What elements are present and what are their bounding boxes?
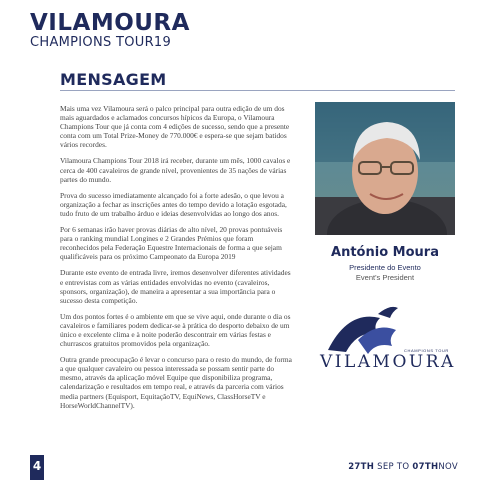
date-connector: SEP TO <box>374 462 413 472</box>
event-dates <box>348 462 458 472</box>
president-name: António Moura <box>331 245 439 260</box>
president-role-pt: Presidente do Evento <box>349 263 421 272</box>
date-month: NOV <box>438 462 458 472</box>
logo-small-text: CHAMPIONS TOUR <box>404 348 449 353</box>
paragraph: Vilamoura Champions Tour 2018 irá receber, durante um mês, 1000 cavalos e cerca de 400 cavaleiros de grande nível, provenientes de 35 nações de várias partes do mundo. <box>60 156 291 184</box>
paragraph: Prova do sucesso imediatamente alcançado foi a forte adesão, o que levou a organização a fechar as inscrições antes do tempo devido a lotação esgotada, tudo fruto de um trabalho árduo e ideias desenvolvidas ao longo dos anos. <box>60 190 287 218</box>
logo-wordmark: VILAMOURA <box>320 352 456 372</box>
paragraph: Por 6 semanas irão haver provas diárias de alto nível, 20 provas pontuáveis para o ranking mundial Longines e 2 Grandes Prémios que foram reconhecidos pela Federação Equestre Internacionais de forma a que sejam qualificáveis para os próximo Campeonato da Europa 2019 <box>60 225 283 262</box>
paragraph: Um dos pontos fortes é o ambiente em que se vive aqui, onde durante o dia os cavaleiros e familiares podem dedicar-se à prática do desporto debaixo de um único e excelente clima e à noite poderão descontrair em várias festas e churrascos gratuitos promovidos pela organização. <box>60 311 291 349</box>
section-heading: MENSAGEM <box>60 70 167 89</box>
president-photo <box>315 102 455 235</box>
message-body <box>60 104 292 417</box>
paragraph: Outra grande preocupação é levar o concurso para o resto do mundo, de forma a que qualquer cavaleiro ou pessoa interessada se possam sentir parte do mesmo, através da aplicação móvel Equipe que disponibiliza programa, calendarização e resultados em tempo real, e através da parceria com vários media partners (Equisport, EquitaçãoTV, EquiNews, ClassHorseTV e HorseWorldChannelTV). <box>60 355 292 410</box>
heading-divider <box>60 90 455 91</box>
president-role-en: Event's President <box>355 273 415 282</box>
date-end: 07TH <box>412 462 439 472</box>
paragraph: Durante este evento de entrada livre, iremos desenvolver diferentes atividades e entrevistas com as várias entidades envolvidas no evento (cavaleiros, sponsors, organização), de maneira a apresentar a sua importância para o sucesso desta competição. <box>60 268 291 305</box>
page-number: 4 <box>30 455 44 480</box>
date-start: 27TH <box>348 462 375 472</box>
brand-title: VILAMOURA <box>30 10 190 36</box>
brand-subtitle: CHAMPIONS TOUR19 <box>30 35 172 50</box>
paragraph: Mais uma vez Vilamoura será o palco principal para outra edição de um dos mais aguardados e aclamados concursos hípicos da Europa, o Vilamoura Champions Tour que já conta com 4 edições de sucesso, sendo que a presente conta com um Total Prize-Money de 770.000€ e espera-se que sejam batidos vários recordes. <box>60 104 290 150</box>
portrait-illustration <box>315 102 455 235</box>
brand-header <box>30 12 190 49</box>
